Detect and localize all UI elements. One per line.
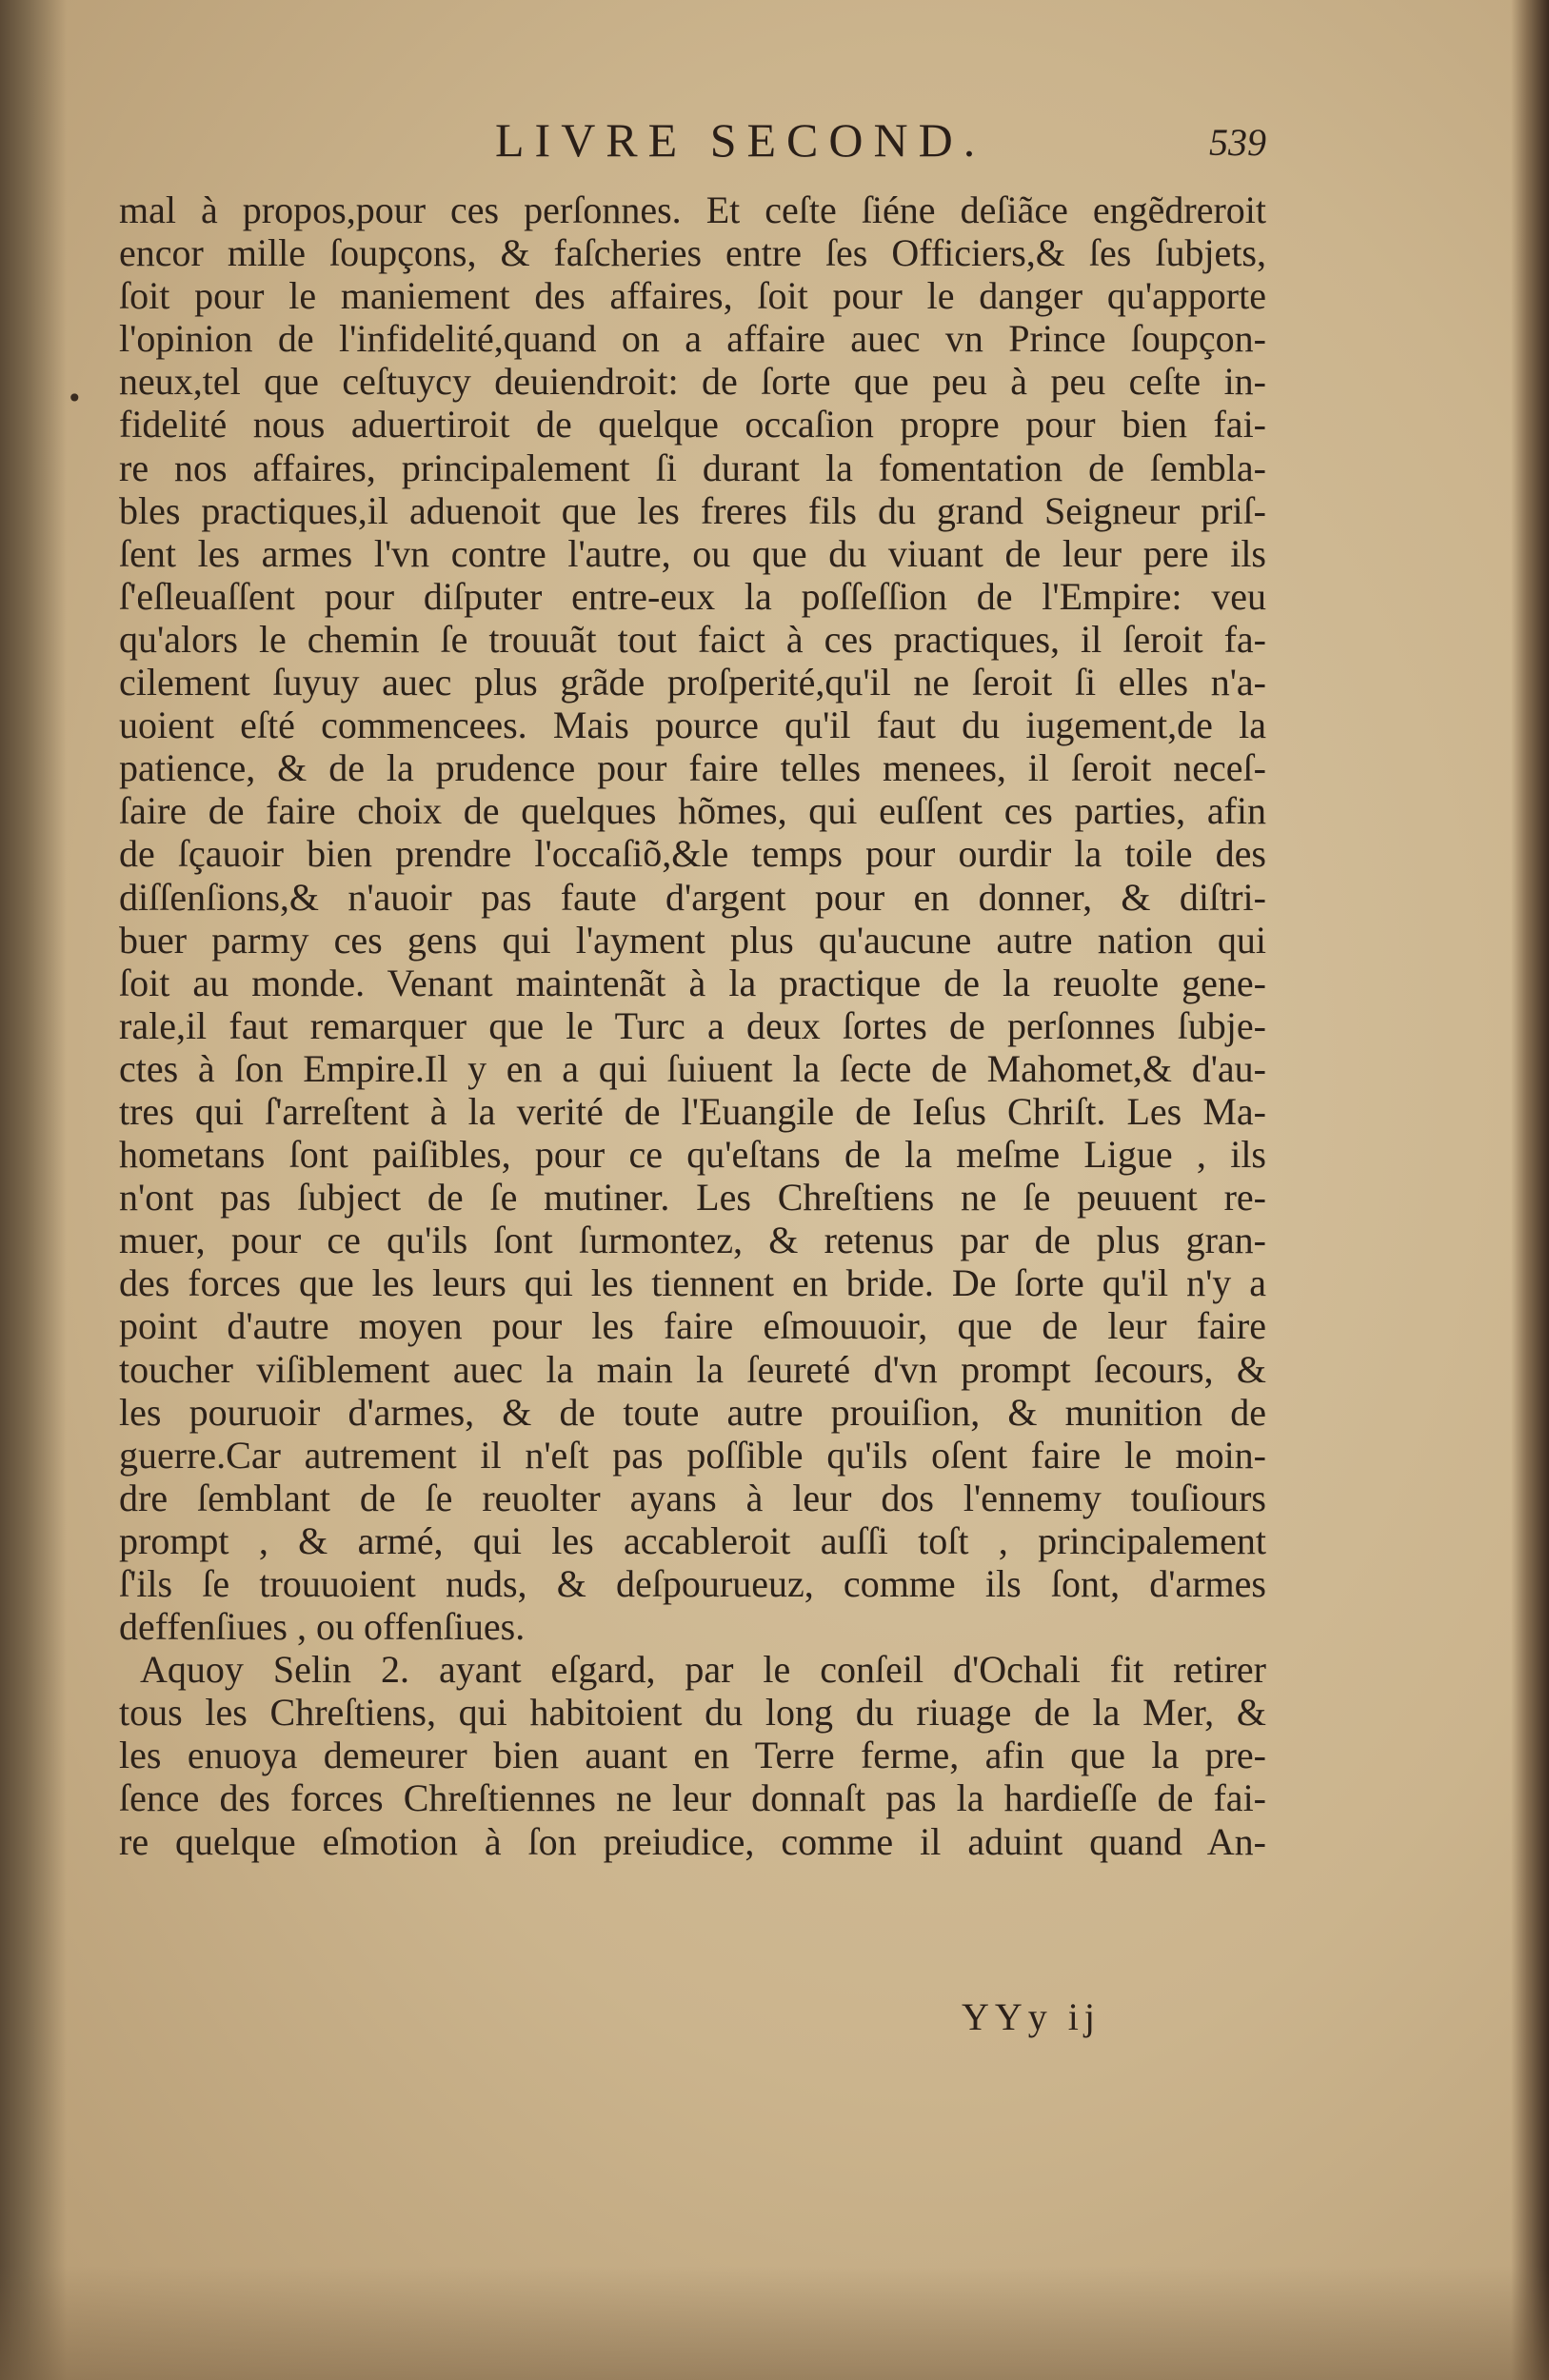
text-line: cilement ſuyuy auec plus grãde proſperité,qu'il ne ſeroit ſi elles n'a- [119,661,1266,704]
text-line: tous les Chreſtiens, qui habitoient du long du riuage de la Mer, & [119,1691,1266,1735]
text-line: re quelque eſmotion à ſon preiudice, comme il aduint quand An- [119,1819,1266,1863]
text-line: ſaire de faire choix de quelques hõmes, qui euſſent ces parties, afin [119,789,1266,833]
text-line: fidelité nous aduertiroit de quelque occaſion propre pour bien fai- [119,403,1266,446]
running-title: LIVRE SECOND. [495,113,986,167]
text-line: Aquoy Selin 2. ayant eſgard, par le conſeil d'Ochali fit retirer [140,1648,1266,1692]
text-line: n'ont pas ſubject de ſe mutiner. Les Chreſtiens ne ſe peuuent re- [119,1176,1266,1220]
text-line: prompt , & armé, qui les accableroit auſſi toſt , principalement [119,1518,1266,1562]
text-line: guerre.Car autrement il n'eſt pas poſſible qu'ils oſent faire le moin- [119,1433,1266,1477]
page-edge [1511,0,1549,2380]
text-line: uoient eſté commencees. Mais pource qu'il faut du iugement,de la [119,704,1266,747]
page-header [0,112,1549,179]
text-line: les pouruoir d'armes, & de toute autre prouiſion, & munition de [119,1390,1266,1434]
text-line: ſoit au monde. Venant maintenãt à la practique de la reuolte gene- [119,961,1266,1004]
text-line: deffenſiues , ou offenſiues. [119,1605,526,1649]
text-line: ſoit pour le maniement des affaires, ſoit pour le danger qu'apporte [119,274,1266,318]
page-number: 539 [1209,121,1266,164]
text-line: hometans ſont paiſibles, pour ce qu'eſtans de la meſme Ligue , ils [119,1133,1266,1177]
text-line: encor mille ſoupçons, & faſcheries entre ſes Officiers,& ſes ſubjets, [119,231,1266,275]
text-line: toucher viſiblement auec la main la ſeureté d'vn prompt ſecours, & [119,1347,1266,1391]
binding-gutter [0,0,67,2380]
text-line: les enuoya demeurer bien auant en Terre ferme, afin que la pre- [119,1734,1266,1777]
text-line: bles practiques,il aduenoit que les freres fils du grand Seigneur priſ- [119,488,1266,532]
text-line: dre ſemblant de ſe reuolter ayans à leur dos l'ennemy touſiours [119,1476,1266,1519]
page-shadow [0,2266,1549,2380]
text-line: point d'autre moyen pour les faire eſmouuoir, que de leur faire [119,1304,1266,1348]
text-line: buer parmy ces gens qui l'ayment plus qu'aucune autre nation qui [119,918,1266,962]
text-line: re nos affaires, principalement ſi durant la fomentation de ſembla- [119,446,1266,489]
margin-bullet: • [67,383,83,414]
text-line: diſſenſions,& n'auoir pas faute d'argent pour en donner, & diſtri- [119,875,1266,919]
signature-mark: YYy ij [962,1995,1101,2038]
text-line: qu'alors le chemin ſe trouuãt tout faict à ces practiques, il ſeroit fa- [119,617,1266,661]
text-line: rale,il faut remarquer que le Turc a deux ſortes de perſonnes ſubje- [119,1003,1266,1047]
text-line: neux,tel que ceſtuycy deuiendroit: de ſorte que peu à peu ceſte in- [119,360,1266,404]
text-line: muer, pour ce qu'ils ſont ſurmontez, & retenus par de plus gran- [119,1219,1266,1262]
text-line: ſ'eſleuaſſent pour diſputer entre-eux la poſſeſſion de l'Empire: veu [119,574,1266,618]
text-line: ſ'ils ſe trouuoient nuds, & deſpourueuz, comme ils ſont, d'armes [119,1562,1266,1605]
text-line: de ſçauoir bien prendre l'occaſiõ,&le temps pour ourdir la toile des [119,832,1266,876]
text-line: patience, & de la prudence pour faire telles menees, il ſeroit neceſ- [119,746,1266,790]
text-line: mal à propos,pour ces perſonnes. Et ceſte ſiéne deſiãce engẽdreroit [119,188,1266,231]
text-line: des forces que les leurs qui les tiennent en bride. De ſorte qu'il n'y a [119,1261,1266,1305]
text-line: ctes à ſon Empire.Il y en a qui ſuiuent la ſecte de Mahomet,& d'au- [119,1046,1266,1090]
text-line: ſent les armes l'vn contre l'autre, ou que du viuant de leur pere ils [119,531,1266,575]
body-text [119,188,1266,1863]
text-line: ſence des forces Chreſtiennes ne leur donnaſt pas la hardieſſe de fai- [119,1776,1266,1820]
text-line: tres qui ſ'arreſtent à la verité de l'Euangile de Ieſus Chriſt. Les Ma- [119,1089,1266,1133]
text-line: l'opinion de l'infidelité,quand on a affaire auec vn Prince ſoupçon- [119,317,1266,361]
